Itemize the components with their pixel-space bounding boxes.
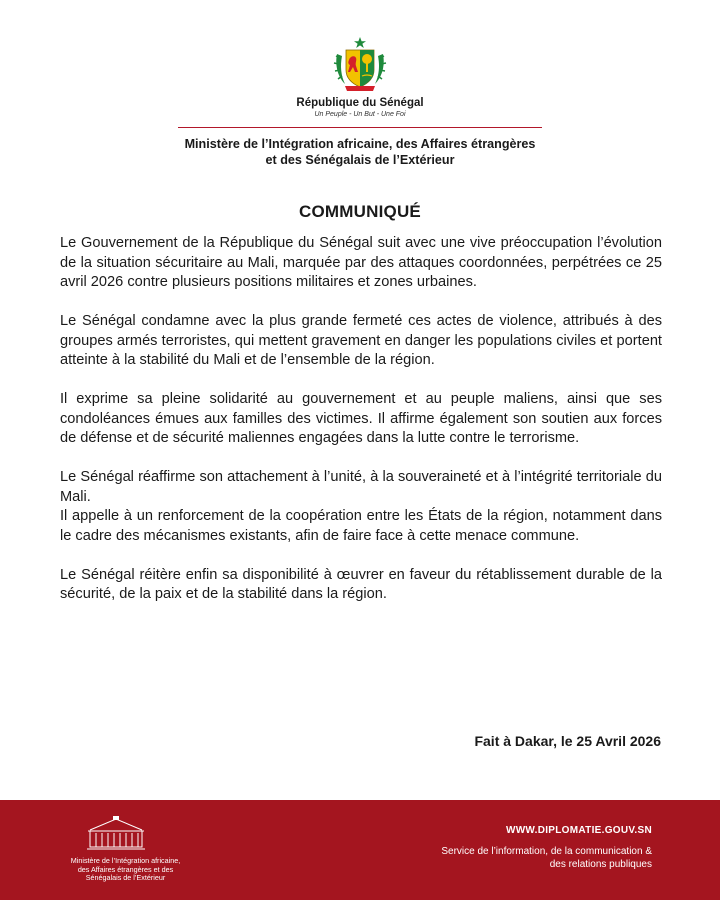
footer-service-line-1: Service de l’information, de la communication & (441, 846, 652, 857)
footer-ministry-line-2: des Affaires étrangères et des (77, 864, 174, 874)
paragraph-6: Le Sénégal réitère enfin sa disponibilité à œuvrer en faveur du rétablissement durable de la sécurité, de la paix et de la stabilité dans la région. (60, 566, 662, 602)
paragraph-1: Le Gouvernement de la République du Sénégal suit avec une vive préoccupation l’évolution de la situation sécuritaire au Mali, marquée par des attaques coordonnées, perpétrées ce 25 avril 2026 contre plusieurs positions militaires et zones urbaines. (60, 235, 662, 290)
communique-body (60, 234, 662, 624)
footer-service-name (382, 845, 652, 871)
ministry-name-line-1: Ministère de l’Intégration africaine, des Affaires étrangères (184, 137, 536, 151)
document-title: COMMUNIQUÉ (299, 202, 421, 221)
ministry-name-line-2: et des Sénégalais de l’Extérieur (265, 153, 455, 167)
footer-service-line-2: des relations publiques (549, 859, 652, 870)
paragraph-2: Le Sénégal condamne avec la plus grande fermeté ces actes de violence, attribués à des groupes armés terroristes, qui mettent gravement en danger les populations civiles et portent atteinte à la stabilité du Mali et de l’ensemble de la région. (60, 313, 662, 368)
ministry-name (120, 136, 600, 168)
place-and-date: Fait à Dakar, le 25 Avril 2026 (474, 733, 661, 749)
paragraph-4: Le Sénégal réaffirme son attachement à l’unité, à la souveraineté et à l’intégrité territoriale du Mali. (60, 469, 662, 505)
footer-ministry-line-3: Sénégalais de l’Extérieur (85, 873, 166, 883)
ministry-building-icon (86, 816, 146, 850)
national-motto: Un Peuple - Un But - Une Foi (314, 111, 406, 118)
senegal-coat-of-arms-icon (331, 36, 389, 92)
footer-ministry-line-1: Ministère de l’Intégration africaine, (70, 856, 181, 865)
letterhead (0, 0, 720, 175)
header-divider (178, 127, 542, 128)
paragraph-3: Il exprime sa pleine solidarité au gouvernement et au peuple maliens, ainsi que ses condoléances émues aux familles des victimes. Il affirme également son soutien aux forces de défense et de sécurité maliennes engagées dans la lutte contre le terrorisme. (60, 391, 662, 446)
footer-ministry-name (48, 857, 203, 883)
paragraph-5: Il appelle à un renforcement de la coopération entre les États de la région, notamment dans le cadre des mécanismes existants, afin de faire face à cette menace commune. (60, 508, 662, 544)
country-name: République du Sénégal (296, 97, 424, 109)
website-link[interactable]: WWW.DIPLOMATIE.GOUV.SN (505, 825, 652, 836)
